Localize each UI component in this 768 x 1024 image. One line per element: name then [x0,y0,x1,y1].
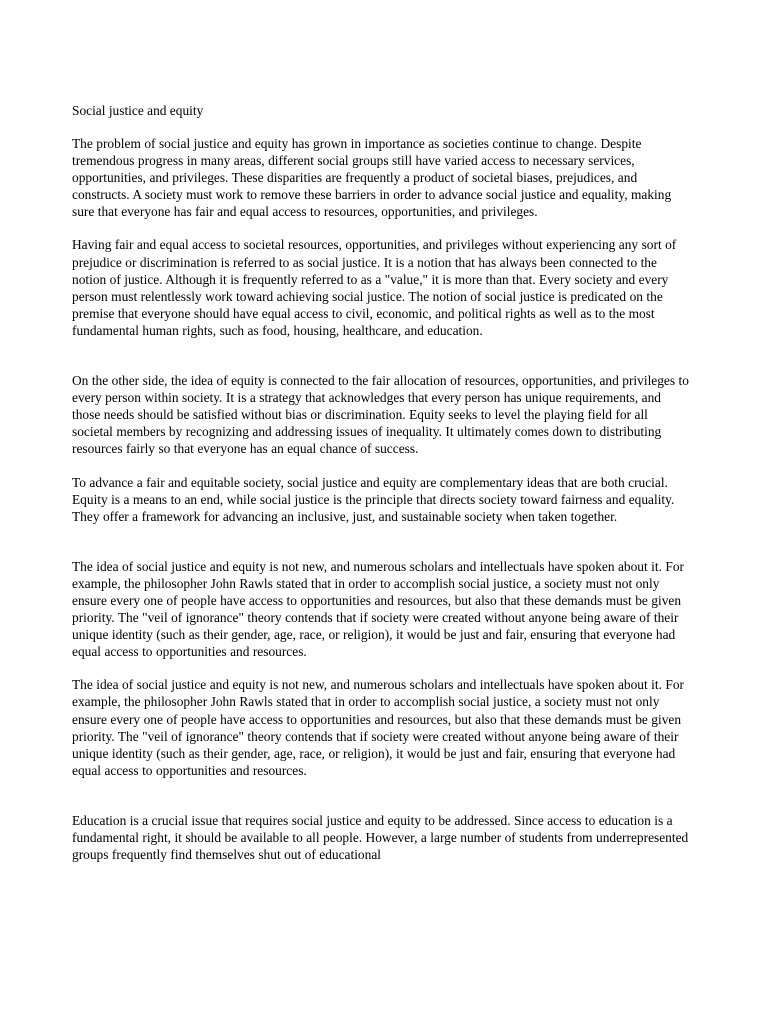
paragraph-defining-equity: On the other side, the idea of equity is connected to the fair allocation of resources, opportunities, and privileges to every person within society. It is a strategy that acknowledges that every person has unique requirements, and those needs should be satisfied without bias or discrimination. Equity seeks to level the playing field for all societal members by recognizing and addressing issues of inequality. It ultimately comes down to distributing resources fairly so that everyone has an equal chance of success. [72,373,689,457]
document-text-column [72,102,690,863]
paragraph-intro-problem: The problem of social justice and equity has grown in importance as societies continue to change. Despite tremendous progress in many areas, different social groups still have varied access to necessary services, opportunities, and privileges. These disparities are frequently a product of societal biases, prejudices, and constructs. A society must work to remove these barriers in order to advance social justice and equality, making sure that everyone has fair and equal access to resources, opportunities, and privileges. [72,136,672,220]
paragraph-john-rawls-duplicate: The idea of social justice and equity is not new, and numerous scholars and intellectuals have spoken about it. For example, the philosopher John Rawls stated that in order to accomplish social justice, a society must not only ensure every one of people have access to opportunities and resources, but also that these demands must be given priority. The "veil of ignorance" theory contends that if society were created without anyone being aware of their unique identity (such as their gender, age, race, or religion), it would be just and fair, ensuring that everyone had equal access to opportunities and resources. [72,677,685,778]
paragraph-education-truncated: Education is a crucial issue that requires social justice and equity to be addressed. Since access to education is a fundamental right, it should be available to all people. However, a large number of students from underrepresented groups frequently find themselves shut out of educational [72,812,689,863]
paragraph-defining-social-justice: Having fair and equal access to societal resources, opportunities, and privileges without experiencing any sort of prejudice or discrimination is referred to as social justice. It is a notion that has always been connected to the notion of justice. Although it is frequently referred to as a "value," it is more than that. Every society and every person must relentlessly work toward achieving social justice. The notion of social justice is predicated on the premise that everyone should have equal access to civil, economic, and political rights as well as to the most fundamental human rights, such as food, housing, healthcare, and education. [72,237,677,338]
document-title: Social justice and equity [72,103,204,118]
paragraph-complementary-ideas: To advance a fair and equitable society, social justice and equity are complementary ideas that are both crucial. Equity is a means to an end, while social justice is the principle that directs society toward fairness and equality. They offer a framework for advancing an inclusive, just, and sustainable society when taken together. [72,474,675,524]
paragraph-john-rawls-first: The idea of social justice and equity is not new, and numerous scholars and intellectuals have spoken about it. For example, the philosopher John Rawls stated that in order to accomplish social justice, a society must not only ensure every one of people have access to opportunities and resources, but also that these demands must be given priority. The "veil of ignorance" theory contends that if society were created without anyone being aware of their unique identity (such as their gender, age, race, or religion), it would be just and fair, ensuring that everyone had equal access to opportunities and resources. [72,558,685,660]
